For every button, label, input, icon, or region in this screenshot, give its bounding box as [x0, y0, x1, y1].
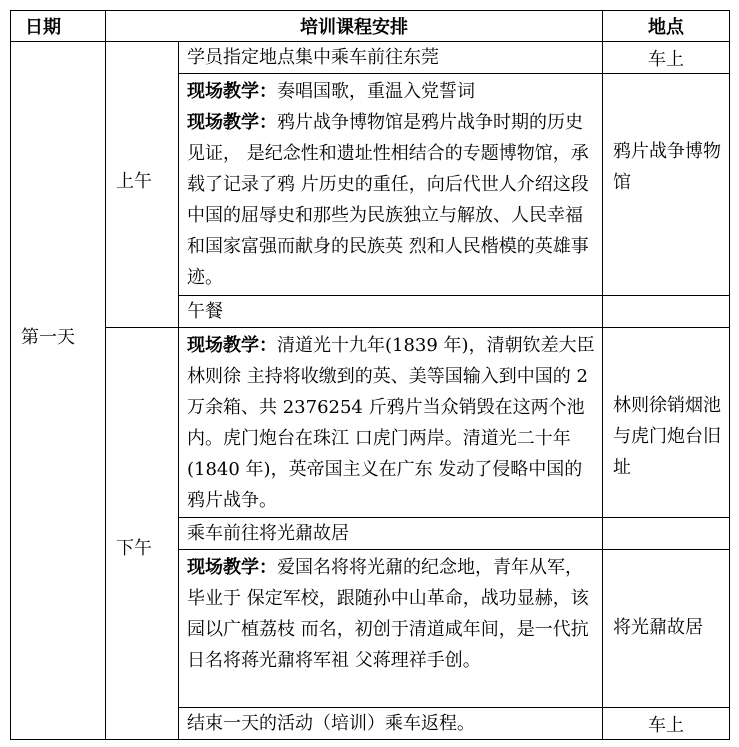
morning-cell: [106, 42, 179, 328]
header-arrangement: 培训课程安排: [106, 11, 603, 42]
teaching-label: 现场教学：: [187, 112, 277, 133]
day-label: 第一天: [21, 327, 75, 348]
location-6: 将光鼐故居: [613, 617, 703, 638]
location-6-cell: [603, 550, 730, 708]
table-row: [11, 42, 730, 74]
location-3: [603, 296, 730, 328]
table-row: [11, 328, 730, 518]
location-2-cell: [603, 74, 730, 296]
teaching-text: 奏唱国歌，重温入党誓词: [277, 81, 475, 102]
header-row: [11, 11, 730, 42]
teaching-text: 清道光十九年(1839 年)，清朝钦差大臣林则徐 主持将收缴到的英、美等国输入到中国的 2 万余箱、共 2376254 斤鸦片当众销毁在这两个池内。虎门炮台在珠江 口虎门两岸。清道光二十年(1840 年)，英帝国主义在广东 发动了侵略中国的鸦片战争。: [187, 335, 595, 511]
teaching-text: 鸦片战争博物馆是鸦片战争时期的历史见证， 是纪念性和遗址性相结合的专题博物馆，承载了记录了鸦 片历史的重任，向后代世人介绍这段中国的屈辱史和那些为民族独立与解放、人民幸福和国家富强而献身的民族英 烈和人民楷模的英雄事迹。: [187, 112, 589, 288]
afternoon-cell: [106, 328, 179, 740]
morning-label: 上午: [116, 171, 152, 192]
teaching-label: 现场教学：: [187, 335, 277, 356]
teaching-label: 现场教学：: [187, 557, 277, 578]
schedule-item-7: 结束一天的活动（培训）乘车返程。: [179, 708, 603, 740]
location-7: 车上: [603, 708, 730, 740]
schedule-item-3: 午餐: [179, 296, 603, 328]
header-date: 日期: [11, 11, 106, 42]
header-location: 地点: [603, 11, 730, 42]
location-5: [603, 518, 730, 550]
schedule-item-5: 乘车前往将光鼐故居: [179, 518, 603, 550]
schedule-item-6: [179, 550, 603, 708]
location-2: 鸦片战争博物馆: [613, 141, 721, 193]
location-4: 林则徐销烟池与虎门炮台旧址: [613, 395, 721, 478]
location-4-cell: [603, 328, 730, 518]
schedule-item-4: [179, 328, 603, 518]
schedule-item-1: 学员指定地点集中乘车前往东莞: [179, 42, 603, 74]
location-1: 车上: [603, 42, 730, 74]
teaching-text: 爱国名将将光鼐的纪念地，青年从军，毕业于 保定军校，跟随孙中山革命，战功显赫，该园以广植荔枝 而名，初创于清道咸年间，是一代抗日名将蒋光鼐将军祖 父蒋理祥手创。: [187, 557, 589, 671]
day-cell: [11, 42, 106, 740]
schedule-item-2: [179, 74, 603, 296]
schedule-table: [10, 10, 730, 740]
afternoon-label: 下午: [116, 538, 152, 559]
teaching-label: 现场教学：: [187, 81, 277, 102]
